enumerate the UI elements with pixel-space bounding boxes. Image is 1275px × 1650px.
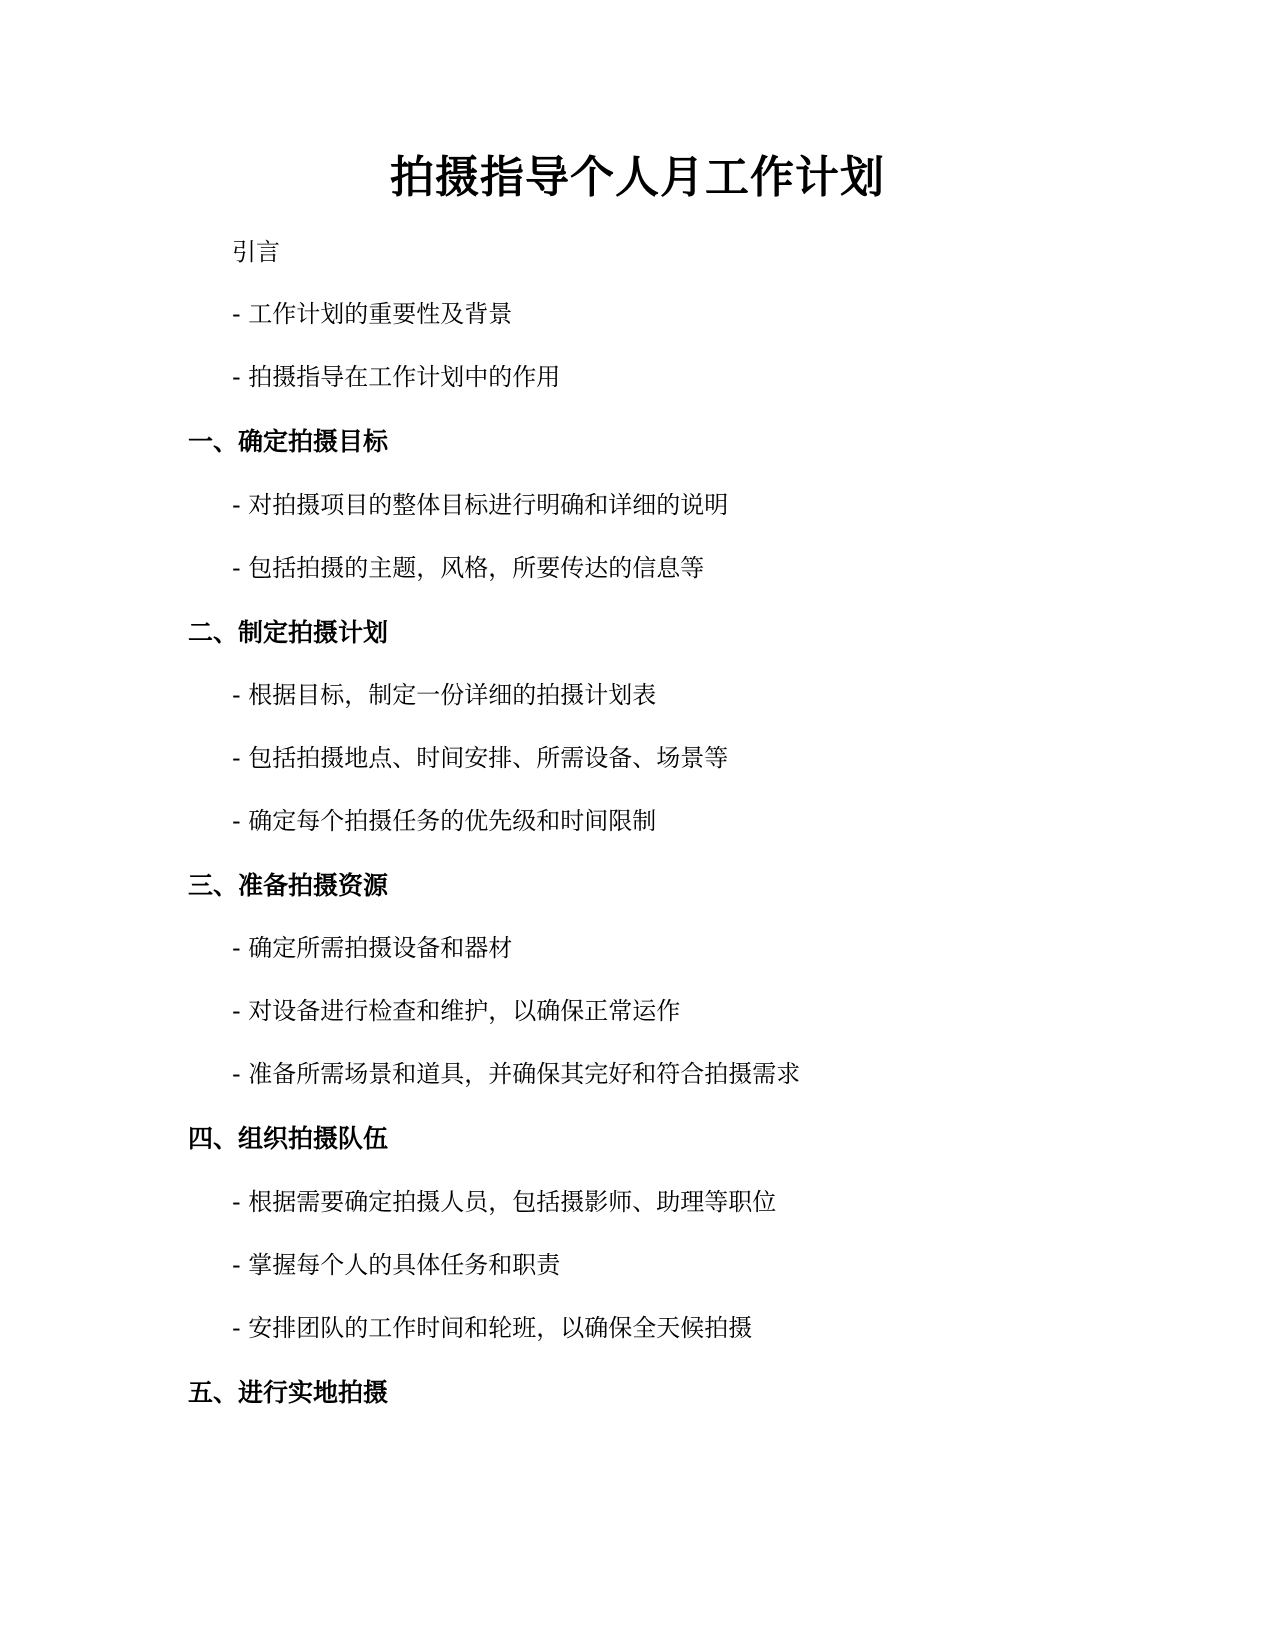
section-item: - 包括拍摄地点、时间安排、所需设备、场景等 xyxy=(232,744,729,772)
section-heading: 三、准备拍摄资源 xyxy=(188,871,389,900)
section-item: - 安排团队的工作时间和轮班，以确保全天候拍摄 xyxy=(232,1314,753,1342)
intro-label: 引言 xyxy=(232,238,280,266)
document-title: 拍摄指导个人月工作计划 xyxy=(390,152,885,203)
intro-item: - 拍摄指导在工作计划中的作用 xyxy=(232,363,561,391)
section-item: - 根据目标，制定一份详细的拍摄计划表 xyxy=(232,681,657,709)
section-heading: 四、组织拍摄队伍 xyxy=(188,1124,389,1153)
section-heading: 五、进行实地拍摄 xyxy=(188,1378,389,1407)
section-item: - 对拍摄项目的整体目标进行明确和详细的说明 xyxy=(232,491,729,519)
section-item: - 确定所需拍摄设备和器材 xyxy=(232,934,513,962)
section-item: - 掌握每个人的具体任务和职责 xyxy=(232,1251,561,1279)
section-item: - 确定每个拍摄任务的优先级和时间限制 xyxy=(232,807,657,835)
section-item: - 根据需要确定拍摄人员，包括摄影师、助理等职位 xyxy=(232,1188,777,1216)
section-heading: 一、确定拍摄目标 xyxy=(188,427,389,456)
section-item: - 包括拍摄的主题，风格，所要传达的信息等 xyxy=(232,554,705,582)
section-heading: 二、制定拍摄计划 xyxy=(188,618,389,647)
intro-item: - 工作计划的重要性及背景 xyxy=(232,300,513,328)
section-item: - 对设备进行检查和维护，以确保正常运作 xyxy=(232,997,681,1025)
section-item: - 准备所需场景和道具，并确保其完好和符合拍摄需求 xyxy=(232,1060,801,1088)
